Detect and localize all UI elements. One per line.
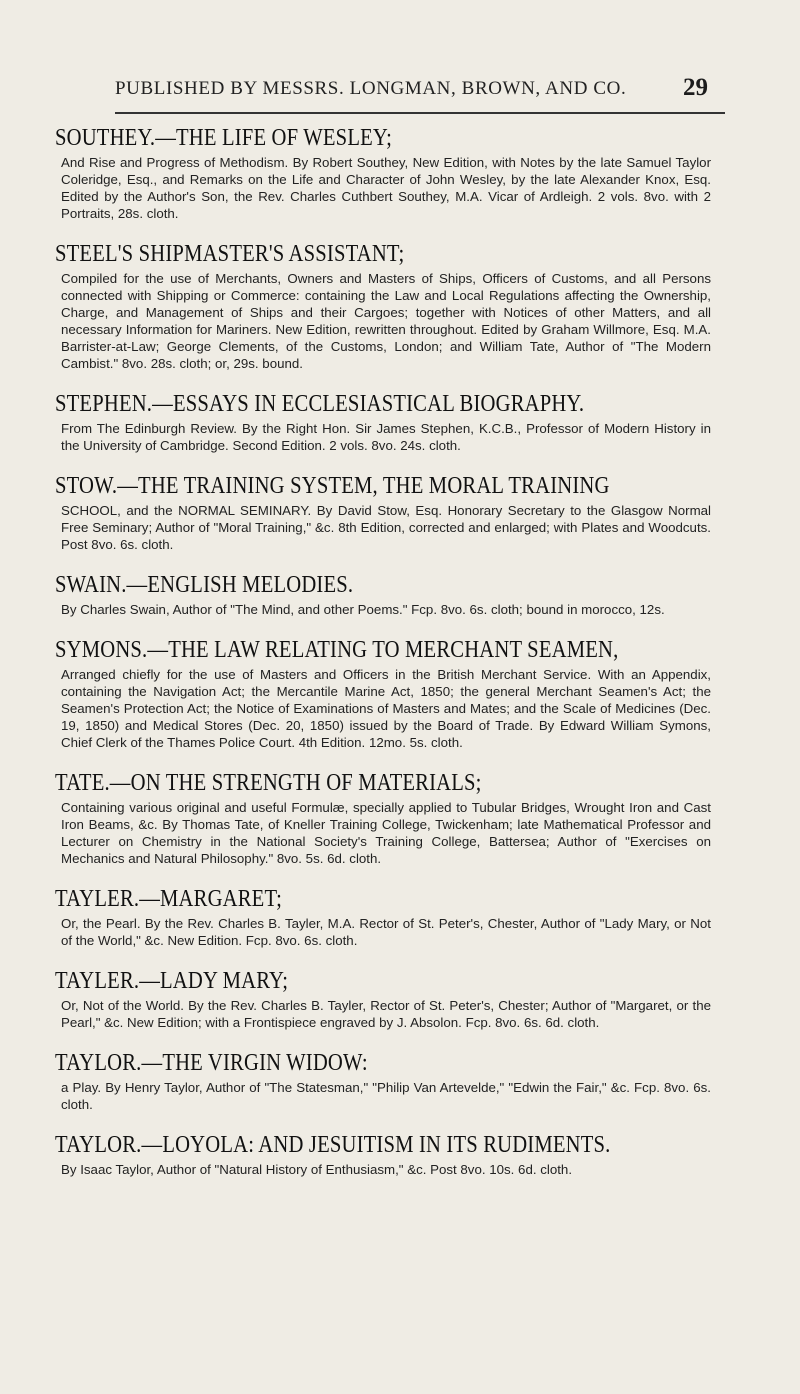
entry-body: From The Edinburgh Review. By the Right Hon. Sir James Stephen, K.C.B., Professor of Modern History in the University of Cambridge. Second Edition. 2 vols. 8vo. 24s. cloth. [61, 421, 711, 453]
entry-body: Arranged chiefly for the use of Masters and Officers in the British Merchant Service. With an Appendix, containing the Navigation Act; the Mercantile Marine Act, 1850; the general Merchant Seamen's Act; the Seamen's Protection Act; the Notice of Examinations of Masters and Mates; and the Scale of Medicines (Dec. 19, 1850) and Medical Stores (Dec. 20, 1850) issued by the Board of Trade. By Edward William Symons, Chief Clerk of the Thames Police Court. 4th Edition. 12mo. 5s. cloth. [61, 667, 711, 750]
entry-title: SWAIN.—ENGLISH MELODIES. [55, 572, 354, 598]
entry-steel [55, 240, 715, 372]
entry-title: STEPHEN.—ESSAYS IN ECCLESIASTICAL BIOGRAPHY. [55, 391, 585, 417]
running-head: PUBLISHED BY MESSRS. LONGMAN, BROWN, AND CO. [115, 78, 627, 99]
entry-stephen [55, 390, 715, 454]
entry-taylor-virgin-widow [55, 1049, 715, 1113]
entry-title: SYMONS.—THE LAW RELATING TO MERCHANT SEAMEN, [55, 637, 619, 663]
entry-body: SCHOOL, and the NORMAL SEMINARY. By David Stow, Esq. Honorary Secretary to the Glasgow Normal Free Seminary; Author of "Moral Training," &c. 8th Edition, corrected and enlarged; with Plates and Woodcuts. Post 8vo. 6s. cloth. [61, 503, 711, 552]
entry-title: TAYLOR.—THE VIRGIN WIDOW: [55, 1050, 368, 1076]
entry-body: By Isaac Taylor, Author of "Natural History of Enthusiasm," &c. Post 8vo. 10s. 6d. cloth. [61, 1162, 573, 1177]
entry-title: SOUTHEY.—THE LIFE OF WESLEY; [55, 125, 392, 151]
entry-swain [55, 571, 715, 618]
entry-taylor-loyola [55, 1131, 715, 1178]
page-number: 29 [683, 74, 708, 101]
entry-title: TAYLER.—LADY MARY; [55, 968, 289, 994]
entry-southey [55, 124, 715, 222]
entry-title: TATE.—ON THE STRENGTH OF MATERIALS; [55, 770, 482, 796]
entry-tate [55, 769, 715, 867]
entry-symons [55, 636, 715, 751]
entry-body: And Rise and Progress of Methodism. By Robert Southey, New Edition, with Notes by the late Samuel Taylor Coleridge, Esq., and Remarks on the Life and Character of John Wesley, by the late Alexander Knox, Esq. Edited by the Author's Son, the Rev. Charles Cuthbert Southey, M.A. Vicar of Ardleigh. 2 vols. 8vo. with 2 Portraits, 28s. cloth. [61, 155, 711, 221]
entry-body: Compiled for the use of Merchants, Owners and Masters of Ships, Officers of Customs, and all Persons connected with Shipping or Commerce: containing the Law and Local Regulations affecting the Ownership, Charge, and Management of Ships and their Cargoes; together with Notices of other Matters, and all necessary Information for Mariners. New Edition, rewritten throughout. Edited by Graham Willmore, Esq. M.A. Barrister-at-Law; George Clements, of the Customs, London; and William Tate, Author of "The Modern Cambist." 8vo. 28s. cloth; or, 29s. bound. [61, 271, 711, 371]
catalogue-entries [55, 114, 715, 1178]
entry-tayler-lady-mary [55, 967, 715, 1031]
entry-body: a Play. By Henry Taylor, Author of "The Statesman," "Philip Van Artevelde," "Edwin the Fair," &c. Fcp. 8vo. 6s. cloth. [61, 1080, 711, 1112]
entry-title: STOW.—THE TRAINING SYSTEM, THE MORAL TRAINING [55, 473, 610, 499]
entry-title: STEEL'S SHIPMASTER'S ASSISTANT; [55, 241, 405, 267]
entry-stow [55, 472, 715, 553]
entry-tayler-margaret [55, 885, 715, 949]
entry-body: Containing various original and useful Formulæ, specially applied to Tubular Bridges, Wrought Iron and Cast Iron Beams, &c. By Thomas Tate, of Kneller Training College, Twickenham; late Mathematical Professor and Lecturer on Chemistry in the National Society's Training College, Battersea; Author of "Exercises on Mechanics and Natural Philosophy." 8vo. 5s. 6d. cloth. [61, 800, 711, 866]
entry-title: TAYLOR.—LOYOLA: AND JESUITISM IN ITS RUDIMENTS. [55, 1132, 611, 1158]
entry-body: Or, the Pearl. By the Rev. Charles B. Tayler, M.A. Rector of St. Peter's, Chester, Author of "Lady Mary, or Not of the World," &c. New Edition. Fcp. 8vo. 6s. cloth. [61, 916, 711, 948]
entry-title: TAYLER.—MARGARET; [55, 886, 282, 912]
entry-body: Or, Not of the World. By the Rev. Charles B. Tayler, Rector of St. Peter's, Chester; Author of "Margaret, or the Pearl," &c. New Edition; with a Frontispiece engraved by J. Absolon. Fcp. 8vo. 6s. 6d. cloth. [61, 998, 711, 1030]
entry-body: By Charles Swain, Author of "The Mind, and other Poems." Fcp. 8vo. 6s. cloth; bound in morocco, 12s. [61, 602, 665, 617]
